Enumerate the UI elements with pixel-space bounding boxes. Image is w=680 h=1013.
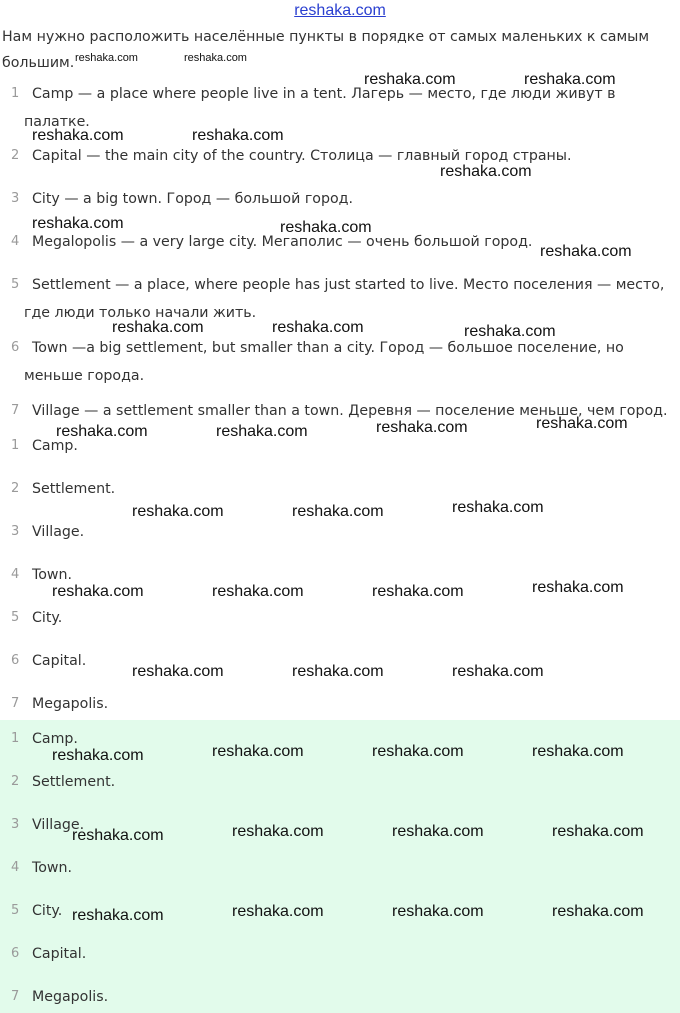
watermark: reshaka.com (524, 71, 616, 88)
definition-text: City — a big town. Город — большой город. (32, 191, 353, 207)
definition-text-continued: меньше города. (24, 368, 145, 384)
definition-text: Settlement — a place, where people has just started to live. Место поселения — место, (32, 277, 665, 293)
definition-text: Megalopolis — a very large city. Мегаполис — очень большой город. (32, 234, 533, 250)
watermark: reshaka.com (392, 903, 484, 920)
item-number: 7 (11, 696, 20, 711)
watermark: reshaka.com (372, 743, 464, 760)
answer-text: Megapolis. (32, 989, 109, 1005)
item-number: 6 (11, 946, 20, 961)
item-number: 2 (11, 481, 20, 496)
answer-item (0, 854, 680, 882)
task-intro: Нам нужно расположить населённые пункты в порядке от самых маленьких к самым большим. (2, 29, 650, 71)
answer-text: City. (32, 903, 63, 919)
definition-text: Camp — a place where people live in a tent. Лагерь — место, где люди живут в (32, 86, 616, 102)
watermark: reshaka.com (232, 903, 324, 920)
watermark: reshaka.com (452, 663, 544, 680)
watermark: reshaka.com (372, 583, 464, 600)
answer-item (0, 983, 680, 1011)
item-number: 2 (11, 148, 20, 163)
definition-item (0, 334, 680, 390)
definition-item (0, 142, 680, 170)
watermark: reshaka.com (52, 583, 144, 600)
definition-text: Town —a big settlement, but smaller than a city. Город — большое поселение, но (32, 340, 624, 356)
watermark: reshaka.com (552, 903, 644, 920)
watermark: reshaka.com (532, 743, 624, 760)
item-number: 1 (11, 438, 20, 453)
item-number: 3 (11, 191, 20, 206)
item-number: 2 (11, 774, 20, 789)
item-number: 6 (11, 340, 20, 355)
watermark: reshaka.com (212, 583, 304, 600)
definition-item (0, 185, 680, 213)
watermark: reshaka.com (392, 823, 484, 840)
item-number: 3 (11, 817, 20, 832)
watermark: reshaka.com (280, 219, 372, 236)
answer-text: Town. (32, 860, 73, 876)
site-link[interactable]: reshaka.com (294, 2, 386, 19)
watermark: reshaka.com (292, 503, 384, 520)
item-number: 1 (11, 731, 20, 746)
answer-text: Capital. (32, 946, 87, 962)
watermark: reshaka.com (540, 243, 632, 260)
order-item (0, 690, 680, 718)
order-text: City. (32, 610, 63, 626)
order-text: Town. (32, 567, 73, 583)
answer-item (0, 768, 680, 796)
watermark: reshaka.com (232, 823, 324, 840)
item-number: 4 (11, 860, 20, 875)
watermark: reshaka.com (212, 743, 304, 760)
order-item (0, 518, 680, 546)
watermark: reshaka.com (192, 127, 284, 144)
watermark: reshaka.com (552, 823, 644, 840)
order-item (0, 475, 680, 503)
answer-text: Settlement. (32, 774, 116, 790)
watermark: reshaka.com (184, 52, 247, 64)
item-number: 7 (11, 989, 20, 1004)
item-number: 7 (11, 403, 20, 418)
watermark: reshaka.com (452, 499, 544, 516)
watermark: reshaka.com (72, 907, 164, 924)
item-number: 1 (11, 86, 20, 101)
watermark: reshaka.com (216, 423, 308, 440)
watermark: reshaka.com (440, 163, 532, 180)
watermark: reshaka.com (132, 663, 224, 680)
watermark: reshaka.com (292, 663, 384, 680)
watermark: reshaka.com (532, 579, 624, 596)
order-text: Camp. (32, 438, 78, 454)
watermark: reshaka.com (75, 52, 138, 64)
watermark: reshaka.com (272, 319, 364, 336)
watermark: reshaka.com (112, 319, 204, 336)
definition-text: Capital — the main city of the country. Столица — главный город страны. (32, 148, 572, 164)
order-text: Megapolis. (32, 696, 109, 712)
item-number: 6 (11, 653, 20, 668)
definition-text-continued: где люди только начали жить. (24, 305, 257, 321)
watermark: reshaka.com (56, 423, 148, 440)
watermark: reshaka.com (376, 419, 468, 436)
definition-text-continued: палатке. (24, 114, 90, 130)
watermark: reshaka.com (464, 323, 556, 340)
watermark: reshaka.com (32, 127, 124, 144)
definition-text: Village — a settlement smaller than a town. Деревня — поселение меньше, чем город. (32, 403, 668, 419)
watermark: reshaka.com (536, 415, 628, 432)
watermark: reshaka.com (364, 71, 456, 88)
item-number: 3 (11, 524, 20, 539)
order-text: Village. (32, 524, 85, 540)
item-number: 5 (11, 610, 20, 625)
watermark: reshaka.com (32, 215, 124, 232)
answer-text: Camp. (32, 731, 78, 747)
item-number: 4 (11, 567, 20, 582)
order-text: Settlement. (32, 481, 116, 497)
order-item (0, 604, 680, 632)
watermark: reshaka.com (52, 747, 144, 764)
item-number: 5 (11, 903, 20, 918)
item-number: 5 (11, 277, 20, 292)
watermark: reshaka.com (132, 503, 224, 520)
answer-text: Village. (32, 817, 85, 833)
watermark: reshaka.com (72, 827, 164, 844)
answer-item (0, 940, 680, 968)
item-number: 4 (11, 234, 20, 249)
order-text: Capital. (32, 653, 87, 669)
